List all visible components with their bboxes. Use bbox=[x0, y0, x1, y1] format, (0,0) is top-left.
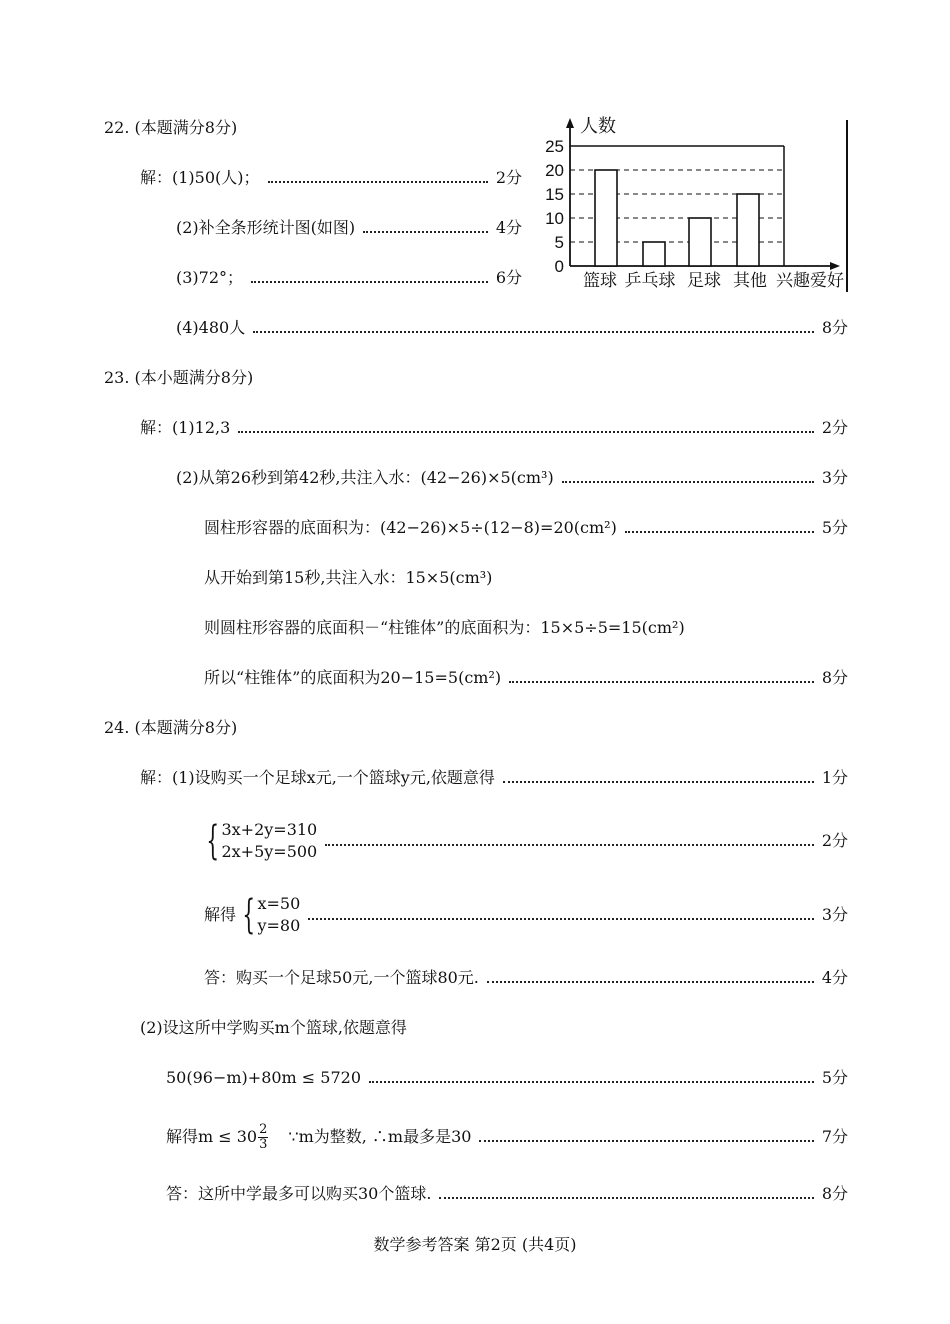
dot-leader bbox=[268, 181, 488, 183]
fraction-denominator: 3 bbox=[259, 1136, 268, 1152]
q23-line-2 bbox=[176, 466, 848, 490]
dot-leader bbox=[325, 844, 814, 846]
answer-text: (2)从第26秒到第42秒,共注入水：(42−26)×5(cm³) bbox=[176, 468, 554, 487]
q24-inequality bbox=[166, 1066, 848, 1090]
q23-line-4: 从开始到第15秒,共注入水：15×5(cm³) bbox=[204, 568, 493, 587]
answer-text: (2)补全条形统计图(如图) bbox=[176, 218, 356, 237]
q23-header: 23. (本小题满分8分) bbox=[104, 368, 254, 387]
solution-x: x=50 bbox=[257, 894, 301, 913]
bar-篮球 bbox=[595, 170, 617, 266]
solution-system bbox=[257, 893, 300, 937]
q22-line-3 bbox=[176, 266, 522, 290]
margin-rule bbox=[846, 120, 848, 292]
q24-line-1 bbox=[140, 766, 848, 790]
q24-system-1 bbox=[200, 818, 848, 864]
y-axis-arrow bbox=[566, 118, 574, 128]
score: 2分 bbox=[821, 831, 848, 850]
left-brace: { bbox=[206, 818, 220, 864]
q23-line-6 bbox=[204, 666, 848, 690]
solve-prefix: 解得m ≤ 30 bbox=[166, 1127, 258, 1146]
bar-乒乓球 bbox=[643, 242, 665, 266]
dot-leader bbox=[479, 1140, 813, 1142]
q23-line-5: 则圆柱形容器的底面积－“柱锥体”的底面积为：15×5÷5=15(cm²) bbox=[204, 618, 685, 637]
x-tick-label: 乒乓球 bbox=[624, 271, 676, 290]
dot-leader bbox=[238, 431, 814, 433]
score: 3分 bbox=[821, 468, 848, 487]
q24-solve bbox=[166, 1120, 848, 1154]
solve-suffix: ∵m为整数, ∴m最多是30 bbox=[288, 1127, 472, 1146]
answer-text: 圆柱形容器的底面积为：(42−26)×5÷(12−8)=20(cm²) bbox=[204, 518, 617, 537]
equation-2: 2x+5y=500 bbox=[221, 842, 318, 861]
page-footer: 数学参考答案 第2页 (共4页) bbox=[373, 1235, 577, 1254]
q23-line-1 bbox=[140, 416, 848, 440]
y-tick-label: 5 bbox=[554, 233, 564, 252]
dot-leader bbox=[487, 981, 814, 983]
score: 7分 bbox=[821, 1127, 848, 1146]
score: 2分 bbox=[821, 418, 848, 437]
equation-system bbox=[221, 819, 317, 863]
answer-text: 解：(1)50(人)； bbox=[140, 168, 260, 187]
dot-leader bbox=[251, 281, 488, 283]
score: 1分 bbox=[821, 768, 848, 787]
score: 5分 bbox=[821, 518, 848, 537]
x-axis-label: 兴趣爱好 bbox=[776, 271, 844, 290]
y-tick-label: 0 bbox=[554, 257, 564, 276]
answer-text: 解：(1)12,3 bbox=[140, 418, 231, 437]
q24-answer-1 bbox=[204, 966, 848, 990]
score: 4分 bbox=[495, 218, 522, 237]
bar-chart bbox=[536, 112, 848, 296]
q22-line-2 bbox=[176, 216, 522, 240]
y-tick-label: 20 bbox=[545, 161, 564, 180]
answer-text: 所以“柱锥体”的底面积为20−15=5(cm²) bbox=[204, 668, 502, 687]
fraction bbox=[258, 1123, 268, 1152]
dot-leader bbox=[625, 531, 814, 533]
answer-text: 答：这所中学最多可以购买30个篮球. bbox=[166, 1184, 432, 1203]
score: 4分 bbox=[821, 968, 848, 987]
y-tick-label: 15 bbox=[545, 185, 564, 204]
dot-leader bbox=[503, 781, 814, 783]
solution-y: y=80 bbox=[257, 916, 301, 935]
equation-1: 3x+2y=310 bbox=[221, 820, 318, 839]
score: 5分 bbox=[821, 1068, 848, 1087]
answer-text: (3)72°； bbox=[176, 268, 244, 287]
q22-header: 22. (本题满分8分) bbox=[104, 118, 238, 137]
left-brace: { bbox=[242, 892, 256, 938]
dot-leader bbox=[308, 918, 814, 920]
x-tick-label: 足球 bbox=[687, 271, 721, 290]
answer-text: (4)480人 bbox=[176, 318, 246, 337]
q24-system-2 bbox=[204, 892, 848, 938]
dot-leader bbox=[369, 1081, 814, 1083]
score: 8分 bbox=[821, 1184, 848, 1203]
q22-line-1 bbox=[140, 166, 522, 190]
y-tick-label: 25 bbox=[545, 137, 564, 156]
q24-header: 24. (本题满分8分) bbox=[104, 718, 238, 737]
q23-line-3 bbox=[204, 516, 848, 540]
q24-answer-2 bbox=[166, 1182, 848, 1206]
y-axis-label: 人数 bbox=[580, 116, 616, 136]
score: 2分 bbox=[495, 168, 522, 187]
q22-line-4 bbox=[176, 316, 848, 340]
fraction-numerator: 2 bbox=[259, 1121, 268, 1137]
score: 8分 bbox=[821, 668, 848, 687]
solve-prefix: 解得 bbox=[204, 905, 237, 924]
q24-part-2: (2)设这所中学购买m个篮球,依题意得 bbox=[140, 1018, 407, 1037]
inequality-text: 50(96−m)+80m ≤ 5720 bbox=[166, 1068, 362, 1087]
dot-leader bbox=[562, 481, 814, 483]
x-axis-arrow bbox=[830, 262, 840, 270]
score: 6分 bbox=[495, 268, 522, 287]
answer-text: 答：购买一个足球50元,一个篮球80元. bbox=[204, 968, 479, 987]
score: 8分 bbox=[821, 318, 848, 337]
x-tick-label: 篮球 bbox=[583, 271, 617, 290]
y-tick-label: 10 bbox=[545, 209, 564, 228]
score: 3分 bbox=[821, 905, 848, 924]
dot-leader bbox=[509, 681, 814, 683]
dot-leader bbox=[253, 331, 814, 333]
bar-其他 bbox=[737, 194, 759, 266]
x-tick-label: 其他 bbox=[733, 271, 767, 290]
dot-leader bbox=[439, 1197, 813, 1199]
answer-text: 解：(1)设购买一个足球x元,一个篮球y元,依题意得 bbox=[140, 768, 495, 787]
bar-足球 bbox=[689, 218, 711, 266]
dot-leader bbox=[363, 231, 488, 233]
